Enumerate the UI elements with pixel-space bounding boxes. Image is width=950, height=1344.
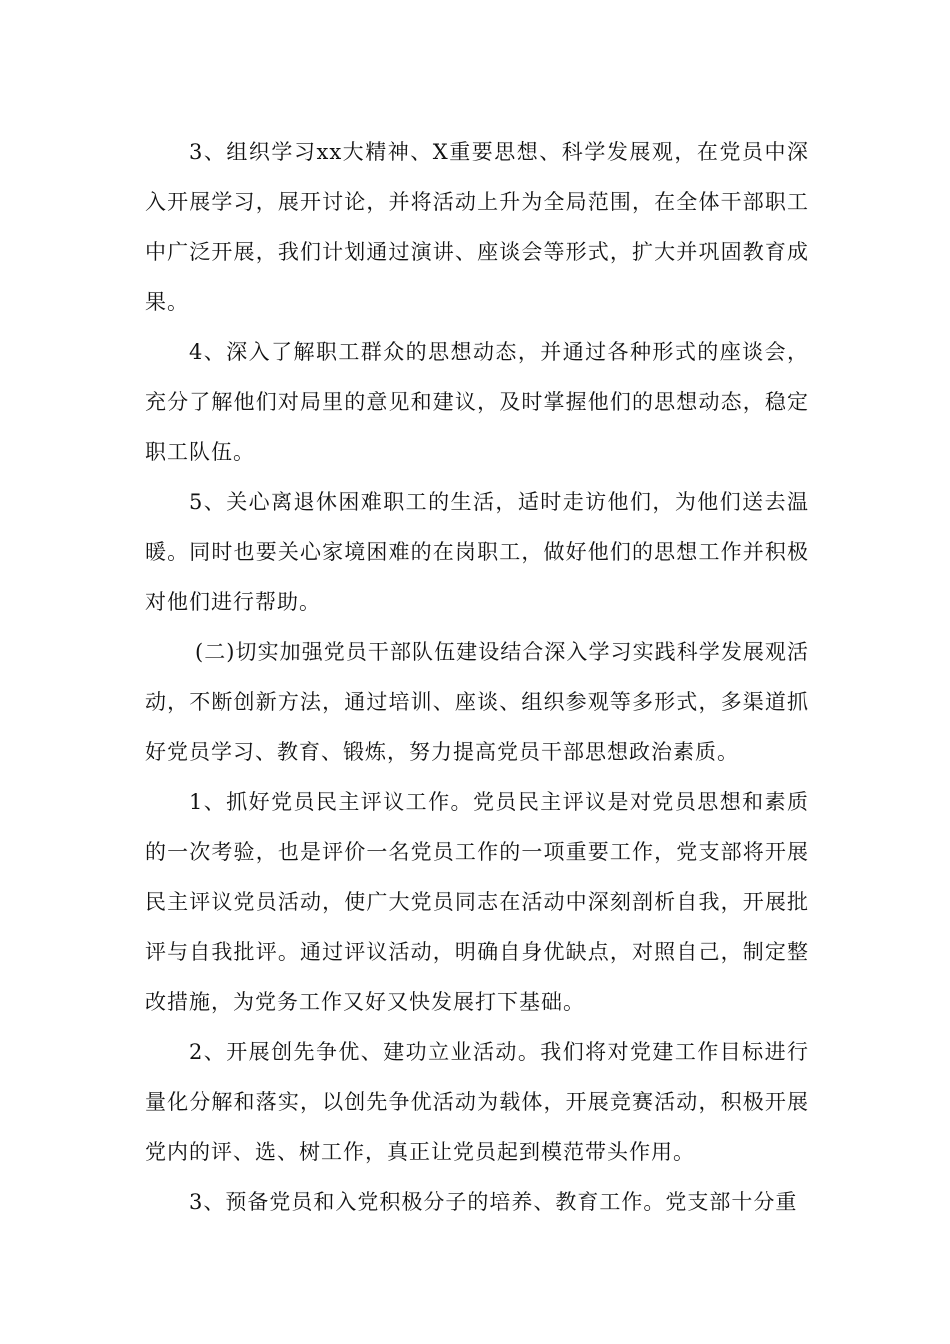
paragraph-item-5: 5、关心离退休困难职工的生活，适时走访他们，为他们送去温暖。同时也要关心家境困难的在岗职工，做好他们的思想工作并积极对他们进行帮助。 bbox=[145, 490, 809, 614]
document-body bbox=[145, 127, 809, 1227]
paragraph-item-3: 3、组织学习xx大精神、X重要思想、科学发展观，在党员中深入开展学习，展开讨论，并将活动上升为全局范围，在全体干部职工中广泛开展，我们计划通过演讲、座谈会等形式，扩大并巩固教育成果。 bbox=[145, 140, 809, 314]
section-heading-paragraph: (二)切实加强党员干部队伍建设结合深入学习实践科学发展观活动，不断创新方法，通过培训、座谈、组织参观等多形式，多渠道抓好党员学习、教育、锻炼，努力提高党员干部思想政治素质。 bbox=[145, 640, 809, 764]
paragraph-item-3-continued: 3、预备党员和入党积极分子的培养、教育工作。党支部十分重 bbox=[189, 1190, 798, 1214]
paragraph-item-4: 4、深入了解职工群众的思想动态，并通过各种形式的座谈会，充分了解他们对局里的意见和建议，及时掌握他们的思想动态，稳定职工队伍。 bbox=[145, 340, 809, 464]
paragraph-item-2: 2、开展创先争优、建功立业活动。我们将对党建工作目标进行量化分解和落实，以创先争优活动为载体，开展竞赛活动，积极开展党内的评、选、树工作，真正让党员起到模范带头作用。 bbox=[145, 1040, 809, 1164]
paragraph-item-1: 1、抓好党员民主评议工作。党员民主评议是对党员思想和素质的一次考验，也是评价一名党员工作的一项重要工作，党支部将开展民主评议党员活动，使广大党员同志在活动中深刻剖析自我，开展批评与自我批评。通过评议活动，明确自身优缺点，对照自己，制定整改措施，为党务工作又好又快发展打下基础。 bbox=[145, 790, 809, 1014]
